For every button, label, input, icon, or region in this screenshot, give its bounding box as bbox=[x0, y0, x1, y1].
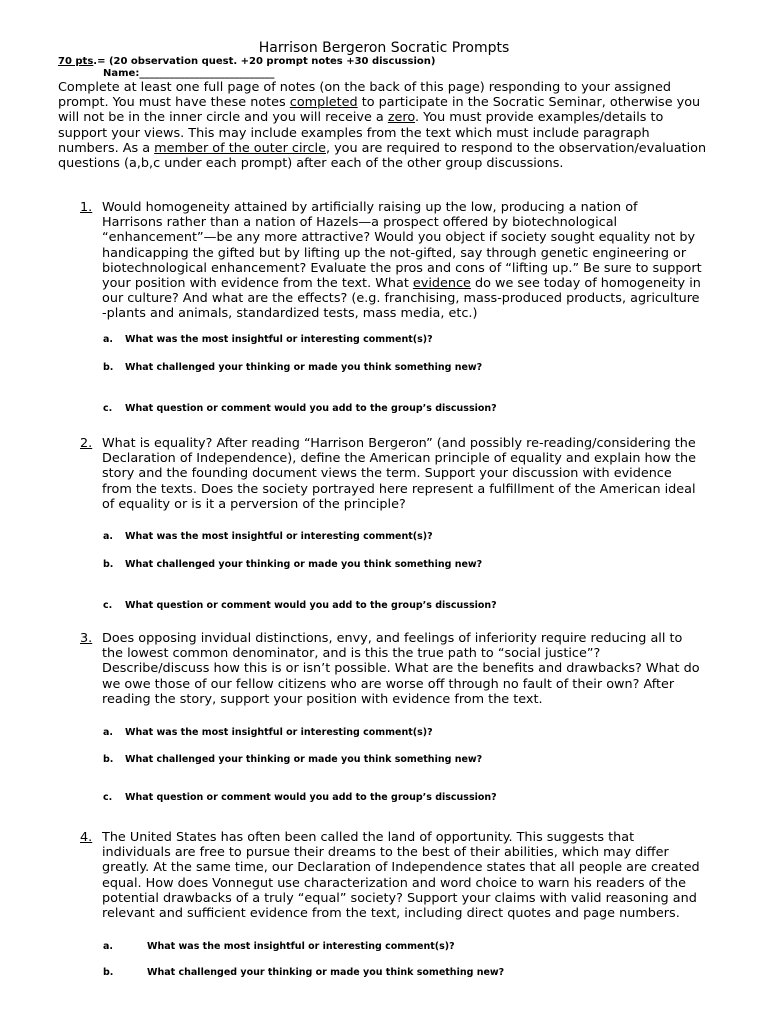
sub-text: What challenged your thinking or made you think something new? bbox=[147, 967, 505, 978]
sub-letter: a. bbox=[103, 941, 114, 952]
sub-letter: a. bbox=[103, 727, 114, 738]
sub-text: What question or comment would you add to the group’s discussion? bbox=[125, 792, 497, 803]
sub-text: What was the most insightful or interesting comment(s)? bbox=[125, 727, 433, 738]
intro-underlined-outer-circle: member of the outer circle bbox=[154, 140, 326, 156]
document-title: Harrison Bergeron Socratic Prompts bbox=[258, 40, 510, 56]
name-field-label: Name:___________________________ bbox=[103, 68, 275, 79]
sub-letter: b. bbox=[103, 559, 114, 570]
sub-letter: b. bbox=[103, 967, 114, 978]
prompt-text: What is equality? After reading “Harrison Bergeron” (and possibly re-reading/considering the Declaration of Independence), define the American principle of equality and explain how the story and the founding document views the term. Support your discussion with evidence from the texts. Does the society portrayed here represent a fulfillment of the American ideal of equality or is it a perversion of the principle? bbox=[102, 436, 696, 512]
intro-underlined-completed: completed bbox=[289, 95, 358, 111]
prompt-1 bbox=[80, 200, 702, 322]
sub-letter: c. bbox=[103, 792, 113, 803]
prompt-text-continued: do we see today of homogeneity in our culture? And what are the effects? (e.g. franchising, mass-produced products, agriculture -plants and animals, standardized tests, mass media, etc.) bbox=[102, 276, 701, 322]
sub-text: What was the most insightful or interesting comment(s)? bbox=[125, 334, 433, 345]
sub-question-a bbox=[103, 727, 433, 738]
points-value: 70 pts bbox=[58, 56, 94, 67]
sub-question-a bbox=[103, 334, 433, 345]
sub-question-b bbox=[103, 362, 482, 373]
sub-text: What question or comment would you add to the group’s discussion? bbox=[125, 403, 497, 414]
points-detail: .= (20 observation quest. +20 prompt notes +30 discussion) bbox=[93, 56, 436, 67]
prompt-text: Does opposing invidual distinctions, envy, and feelings of inferiority require reducing all to the lowest common denominator, and is this the true path to “social justice”? Describe/discuss how this is or isn’t possible. What are the benefits and drawbacks? What do we owe those of our fellow citizens who are worse off through no fault of their own? After reading the story, support your position with evidence from the text. bbox=[102, 631, 700, 707]
sub-question-b bbox=[103, 967, 504, 978]
sub-letter: c. bbox=[103, 403, 113, 414]
prompt-3 bbox=[80, 631, 702, 707]
sub-text: What question or comment would you add to the group’s discussion? bbox=[125, 600, 497, 611]
prompt-2 bbox=[80, 436, 702, 512]
sub-letter: b. bbox=[103, 754, 114, 765]
sub-letter: c. bbox=[103, 600, 113, 611]
prompt-number: 2. bbox=[80, 436, 93, 451]
sub-letter: b. bbox=[103, 362, 114, 373]
sub-text: What challenged your thinking or made you think something new? bbox=[125, 559, 483, 570]
prompt-4 bbox=[80, 830, 702, 922]
sub-question-c bbox=[103, 600, 497, 611]
intro-text-2: to participate in the Socratic Seminar, otherwise you will not be in the inner circle and you will receive a bbox=[58, 95, 701, 126]
intro-text-1: Complete at least one full page of notes (on the back of this page) responding to your assigned prompt. You must have these notes bbox=[58, 80, 672, 111]
sub-question-b bbox=[103, 559, 482, 570]
instructions-paragraph bbox=[58, 80, 708, 171]
prompt-text: Would homogeneity attained by artificially raising up the low, producing a nation of Harrisons rather than a nation of Hazels—a prospect offered by biotechnological “enhancement”—be any more attractive? Would you object if society sought equality not by handicapping the gifted but by lifting up the not-gifted, say through genetic engineering or biotechnological enhancement? Evaluate the pros and cons of “lifting up.” Be sure to support your position with evidence from the text. What bbox=[102, 200, 702, 292]
sub-question-c bbox=[103, 792, 497, 803]
points-line bbox=[58, 56, 435, 67]
prompt-number: 1. bbox=[80, 200, 93, 215]
prompt-number: 3. bbox=[80, 631, 93, 646]
sub-question-c bbox=[103, 403, 497, 414]
sub-question-a bbox=[103, 531, 433, 542]
sub-question-b bbox=[103, 754, 482, 765]
sub-text: What challenged your thinking or made you think something new? bbox=[125, 754, 483, 765]
sub-text: What was the most insightful or interesting comment(s)? bbox=[147, 941, 455, 952]
sub-question-a bbox=[103, 941, 455, 952]
sub-letter: a. bbox=[103, 531, 114, 542]
intro-text-4: , you are required to respond to the observation/evaluation questions (a,b,c under each prompt) after each of the other group discussions. bbox=[58, 140, 707, 172]
prompt-number: 4. bbox=[80, 830, 93, 845]
prompt-underlined-evidence: evidence bbox=[412, 276, 471, 292]
intro-underlined-zero: zero bbox=[387, 110, 416, 126]
sub-text: What was the most insightful or interesting comment(s)? bbox=[125, 531, 433, 542]
intro-text-3: . You must provide examples/details to support your views. This may include examples from the text which must include paragraph numbers. As a bbox=[58, 110, 664, 156]
sub-letter: a. bbox=[103, 334, 114, 345]
prompt-text: The United States has often been called the land of opportunity. This suggests that individuals are free to pursue their dreams to the best of their abilities, which may differ greatly. At the same time, our Declaration of Independence states that all people are created equal. How does Vonnegut use characterization and word choice to warn his readers of the potential drawbacks of a truly “equal” society? Support your claims with valid reasoning and relevant and sufficient evidence from the text, including direct quotes and page numbers. bbox=[102, 830, 700, 922]
sub-text: What challenged your thinking or made you think something new? bbox=[125, 362, 483, 373]
